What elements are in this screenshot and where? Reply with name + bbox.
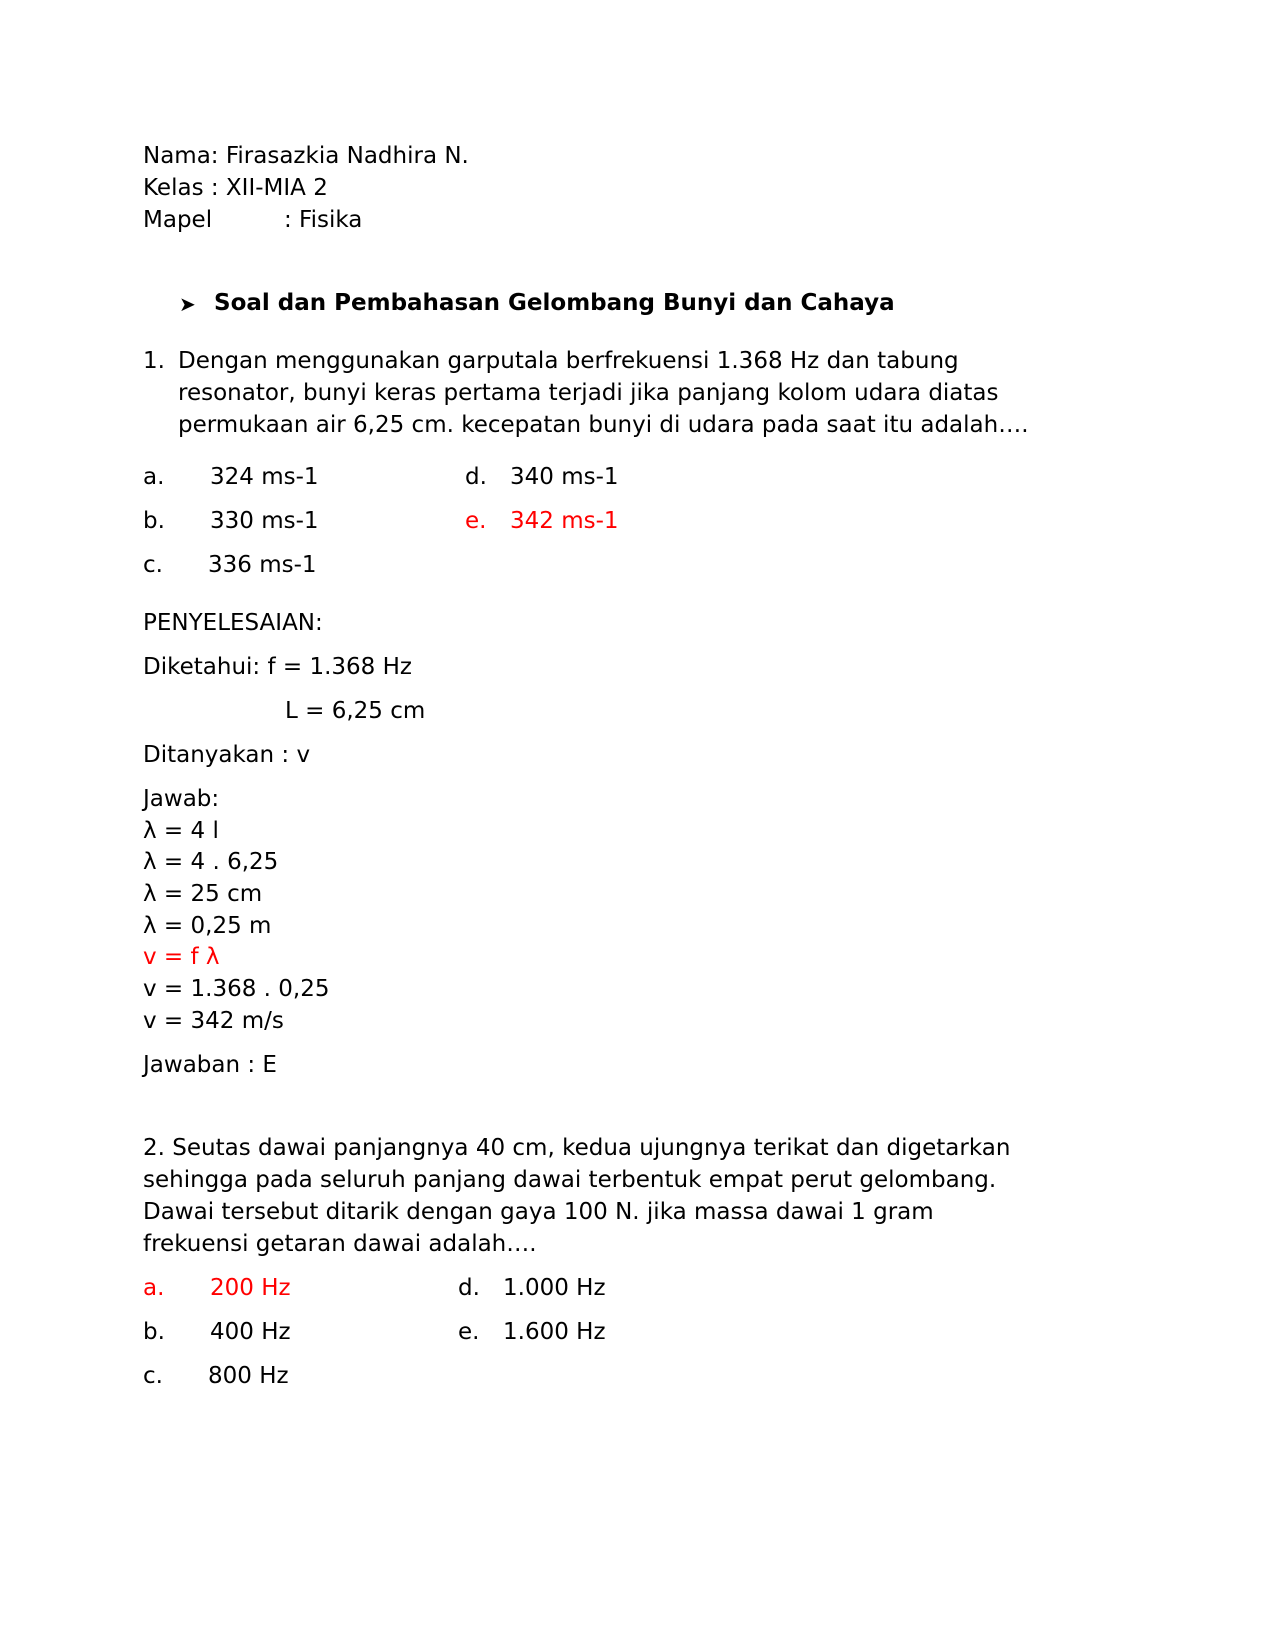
q1-option-d-text: 340 ms-1 <box>510 464 619 490</box>
student-name: Nama: Firasazkia Nadhira N. <box>143 143 469 169</box>
q1-option-b-letter: b. <box>143 508 165 534</box>
solution-formula: v = f λ <box>143 944 220 970</box>
q2-option-b-text: 400 Hz <box>210 1319 291 1345</box>
q2-option-a-text: 200 Hz <box>210 1275 291 1301</box>
q1-option-e-letter: e. <box>465 508 487 534</box>
final-answer: Jawaban : E <box>143 1052 277 1078</box>
q1-option-c-letter: c. <box>143 552 163 578</box>
solution-step: v = 342 m/s <box>143 1008 284 1034</box>
q1-option-b-text: 330 ms-1 <box>210 508 319 534</box>
subject-label: Mapel <box>143 207 213 233</box>
section-title: Soal dan Pembahasan Gelombang Bunyi dan Cahaya <box>214 290 895 316</box>
arrowhead-bullet-icon: ➤ <box>179 292 196 316</box>
q1-option-d-letter: d. <box>465 464 487 490</box>
q2-option-a-letter: a. <box>143 1275 165 1301</box>
q2-option-d-text: 1.000 Hz <box>503 1275 606 1301</box>
q2-option-b-letter: b. <box>143 1319 165 1345</box>
q2-option-c-text: 800 Hz <box>208 1363 289 1389</box>
known-frequency: Diketahui: f = 1.368 Hz <box>143 654 412 680</box>
q1-option-a-letter: a. <box>143 464 165 490</box>
q2-option-c-letter: c. <box>143 1363 163 1389</box>
solution-step: λ = 4 l <box>143 818 219 844</box>
q2-text-line: Dawai tersebut ditarik dengan gaya 100 N. jika massa dawai 1 gram <box>143 1199 934 1225</box>
q1-text-line: resonator, bunyi keras pertama terjadi jika panjang kolom udara diatas <box>178 380 999 406</box>
solution-heading: PENYELESAIAN: <box>143 610 323 636</box>
q1-option-a-text: 324 ms-1 <box>210 464 319 490</box>
solution-step: λ = 0,25 m <box>143 913 272 939</box>
q2-text-line: 2. Seutas dawai panjangnya 40 cm, kedua ujungnya terikat dan digetarkan <box>143 1135 1011 1161</box>
asked-quantity: Ditanyakan : v <box>143 742 311 768</box>
q1-number: 1. <box>143 348 165 374</box>
known-length: L = 6,25 cm <box>285 698 426 724</box>
solution-step: v = 1.368 . 0,25 <box>143 976 330 1002</box>
answer-label: Jawab: <box>143 786 220 812</box>
q1-text-line: permukaan air 6,25 cm. kecepatan bunyi di udara pada saat itu adalah…. <box>178 412 1029 438</box>
solution-step: λ = 4 . 6,25 <box>143 849 279 875</box>
q1-option-c-text: 336 ms-1 <box>208 552 317 578</box>
solution-step: λ = 25 cm <box>143 881 263 907</box>
q2-option-e-text: 1.600 Hz <box>503 1319 606 1345</box>
student-class: Kelas : XII-MIA 2 <box>143 175 328 201</box>
q2-option-d-letter: d. <box>458 1275 480 1301</box>
q2-option-e-letter: e. <box>458 1319 480 1345</box>
subject-value: : Fisika <box>284 207 363 233</box>
q2-text-line: frekuensi getaran dawai adalah…. <box>143 1231 537 1257</box>
q1-option-e-text: 342 ms-1 <box>510 508 619 534</box>
q2-text-line: sehingga pada seluruh panjang dawai terbentuk empat perut gelombang. <box>143 1167 997 1193</box>
q1-text-line: Dengan menggunakan garputala berfrekuensi 1.368 Hz dan tabung <box>178 348 959 374</box>
